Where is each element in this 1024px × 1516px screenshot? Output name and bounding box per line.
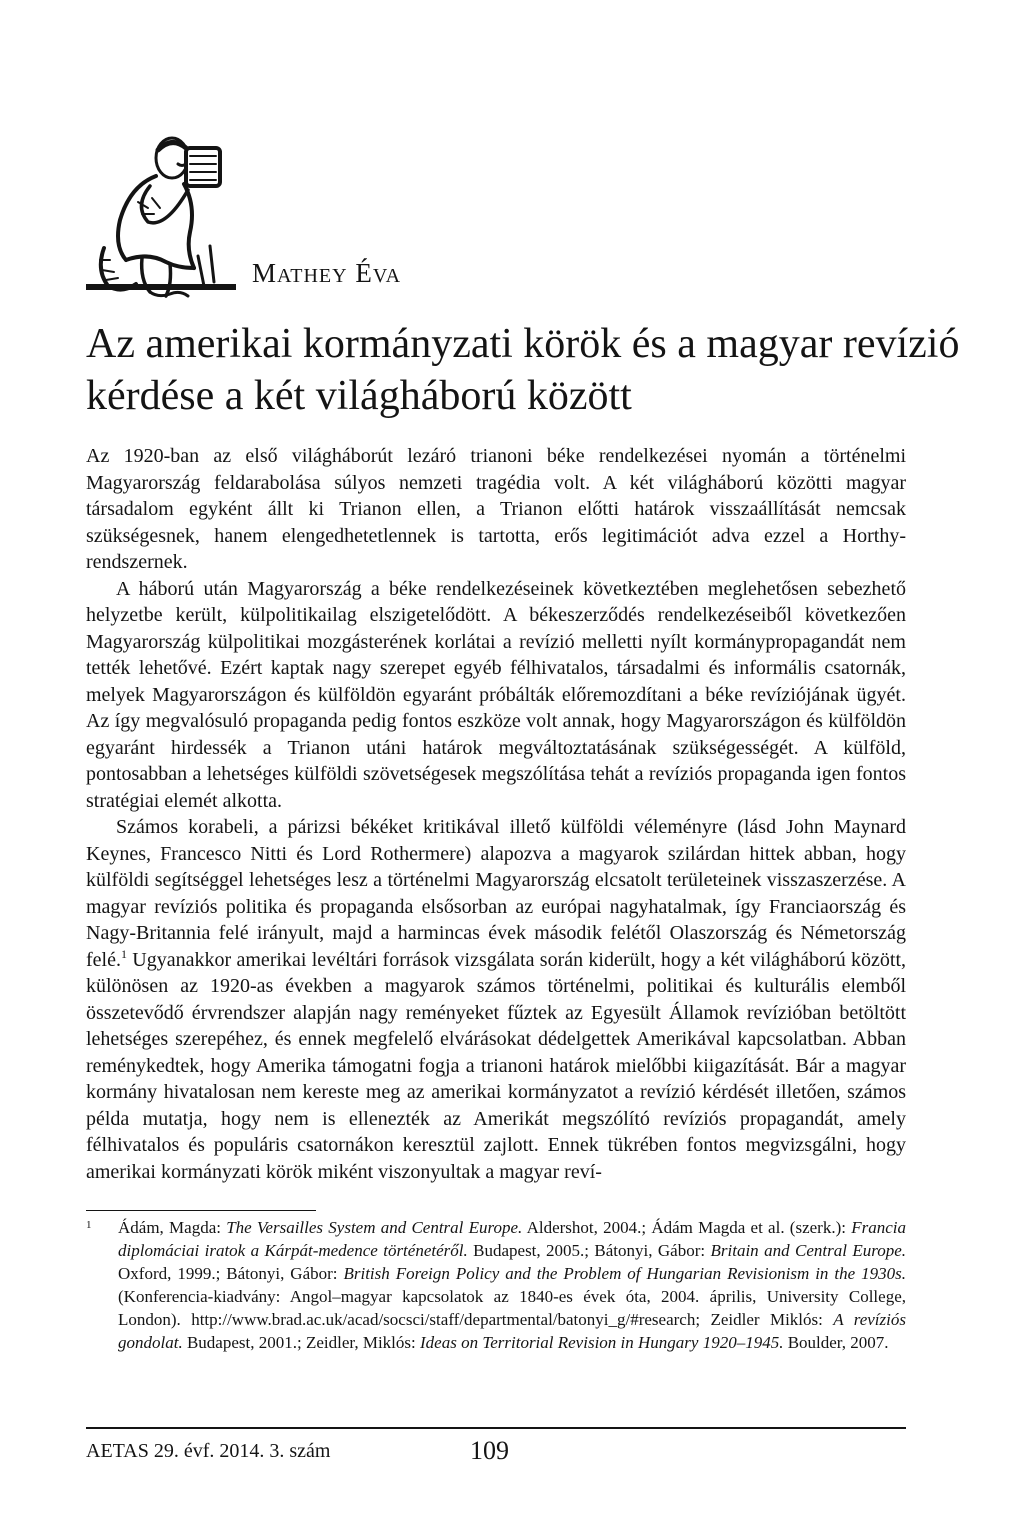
footnote-1 — [86, 1216, 906, 1354]
footnote-seg: Budapest, 2005.; Bátonyi, Gábor: — [467, 1241, 711, 1260]
footnote-seg-italic: Francia diplomáciai iratok a Kárpát-medence történetéről. — [118, 1218, 906, 1260]
footnote-seg-italic: Britain and Central Europe. — [710, 1241, 906, 1260]
footnote-seg-italic: The Versailles System and Central Europe. — [226, 1218, 523, 1237]
footnote-seg: Oxford, 1999.; Bátonyi, Gábor: — [118, 1264, 344, 1283]
article-title — [86, 318, 960, 422]
author-initial: M — [252, 258, 278, 288]
footer-rule — [86, 1427, 906, 1429]
paragraph-1: Az 1920-ban az első világháborút lezáró trianoni béke rendelkezései nyomán a történelmi Magyarország feldarabolása súlyos nemzeti tragédia volt. A két világháború közötti magyar társadalom egyként állt ki Trianon ellen, a Trianon előtti határok visszaállítását nemcsak szükségesnek, hanem elengedhetetlennek is tartotta, erős legitimációt adva ezzel a Horthy-rendszernek. — [86, 445, 906, 573]
footnote-text — [118, 1216, 906, 1354]
reader-figure-logo-icon — [86, 128, 236, 300]
footnote-seg-italic: Ideas on Territorial Revision in Hungary 1920–1945. — [420, 1333, 784, 1352]
footnote-number: 1 — [86, 1219, 92, 1231]
author-name — [252, 258, 401, 291]
footnote-seg: Budapest, 2001.; Zeidler, Miklós: — [182, 1333, 420, 1352]
paragraph-3-part-b: Ugyanakkor amerikai levéltári források vizsgálata során kiderült, hogy a két világháború között, különösen az 1920-as években a magyarok számos történelmi, politikai és kulturális elemből összetevődő érvrendszer alapján nagy reményeket fűztek az Egyesült Államok revízióban betöltött lehetséges szerepéhez, és ennek megfelelő elvárásokat dédelgettek Amerikával kapcsolatban. Abban reménykedtek, hogy Amerika támogatni fogja a trianoni határok mielőbbi kiigazítását. Bár a magyar kormány hivatalosan nem kereste meg az amerikai kormányzatot a revízió kérdését illetően, számos példa mutatja, hogy nem is ellenezték az Amerikát megszólító revíziós propagandát, amely félhivatalos és populáris csatornákon keresztül zajlott. Ennek tükrében fontos megvizsgálni, hogy amerikai kormányzati körök miként viszonyultak a magyar reví- — [86, 948, 906, 1183]
journal-citation: AETAS 29. évf. 2014. 3. szám — [86, 1440, 331, 1462]
footnote-seg-italic: A revíziós gondolat. — [118, 1310, 906, 1352]
footnote-seg-italic: British Foreign Policy and the Problem of Hungarian Revisionism in the 1930s. — [343, 1264, 906, 1283]
footnote-seg: Aldershot, 2004.; Ádám Magda et al. (szerk.): — [522, 1218, 852, 1237]
paragraph-3-part-a: Számos korabeli, a párizsi békéket kritikával illető külföldi véleményre (lásd John Maynard Keynes, Francesco Nitti és Lord Rothermere) alapozva a magyarok szilárdan hittek abban, hogy külföldi segítséggel lehetséges lesz a történelmi Magyarország elcsatolt területeinek visszaszerzése. A magyar revíziós politika és propaganda elsősorban az európai nagyhatalmak, így Franciaország és Nagy-Britannia felé irányult, majd a harmincas évek második felétől Olaszország és Németország felé. — [86, 816, 906, 971]
footnote-reference-1[interactable]: 1 — [120, 946, 127, 961]
paragraph-2: A háború után Magyarország a béke rendelkezéseinek következtében meglehetősen sebezhető helyzetbe került, külpolitikailag elszigetelődött. A békeszerződés rendelkezéseiből következően Magyarország külpolitikai mozgásterének korlátai a revízió melletti nyílt kormánypropagandát nem tették lehetővé. Ezért kaptak nagy szerepet egyéb félhivatalos, társadalmi és informális csatornák, melyek Magyarországon és külföldön egyaránt próbálták előremozdítani a béke revíziójának ügyét. Az így megvalósuló propaganda pedig fontos eszköze volt annak, hogy Magyarországon és külföldön egyaránt hirdessék a Trianon utáni határok megváltoztatásának szükségességét. A külföld, pontosabban a lehetséges külföldi szövetségesek megszólítása tehát a revíziós propaganda igen fontos stratégiai elemét alkotta. — [86, 577, 906, 812]
title-line-2: kérdése a két világháború között — [86, 373, 632, 419]
footnote-separator — [86, 1210, 316, 1211]
article-body — [86, 443, 906, 1185]
author-rest-2: VA — [372, 265, 402, 287]
footnote-seg: Ádám, Magda: — [118, 1218, 227, 1237]
author-rest: ATHEY — [277, 265, 348, 287]
title-line-1: Az amerikai kormányzati körök és a magyar revízió — [86, 321, 960, 367]
footnote-seg-with-link: (Konferencia-kiadvány: Angol–magyar kapcsolatok az 1840-es évek óta, 2004. április, University College, London). http://www.brad.ac.uk/acad/socsci/staff/departmental/batonyi_g/#research; Zeidler Miklós: — [118, 1287, 906, 1329]
logo-baseline-rule — [86, 284, 236, 290]
paragraph-3 — [86, 814, 906, 1185]
page-number: 109 — [470, 1436, 509, 1465]
footnote-seg: Boulder, 2007. — [783, 1333, 889, 1352]
author-initial-2: É — [355, 258, 373, 288]
